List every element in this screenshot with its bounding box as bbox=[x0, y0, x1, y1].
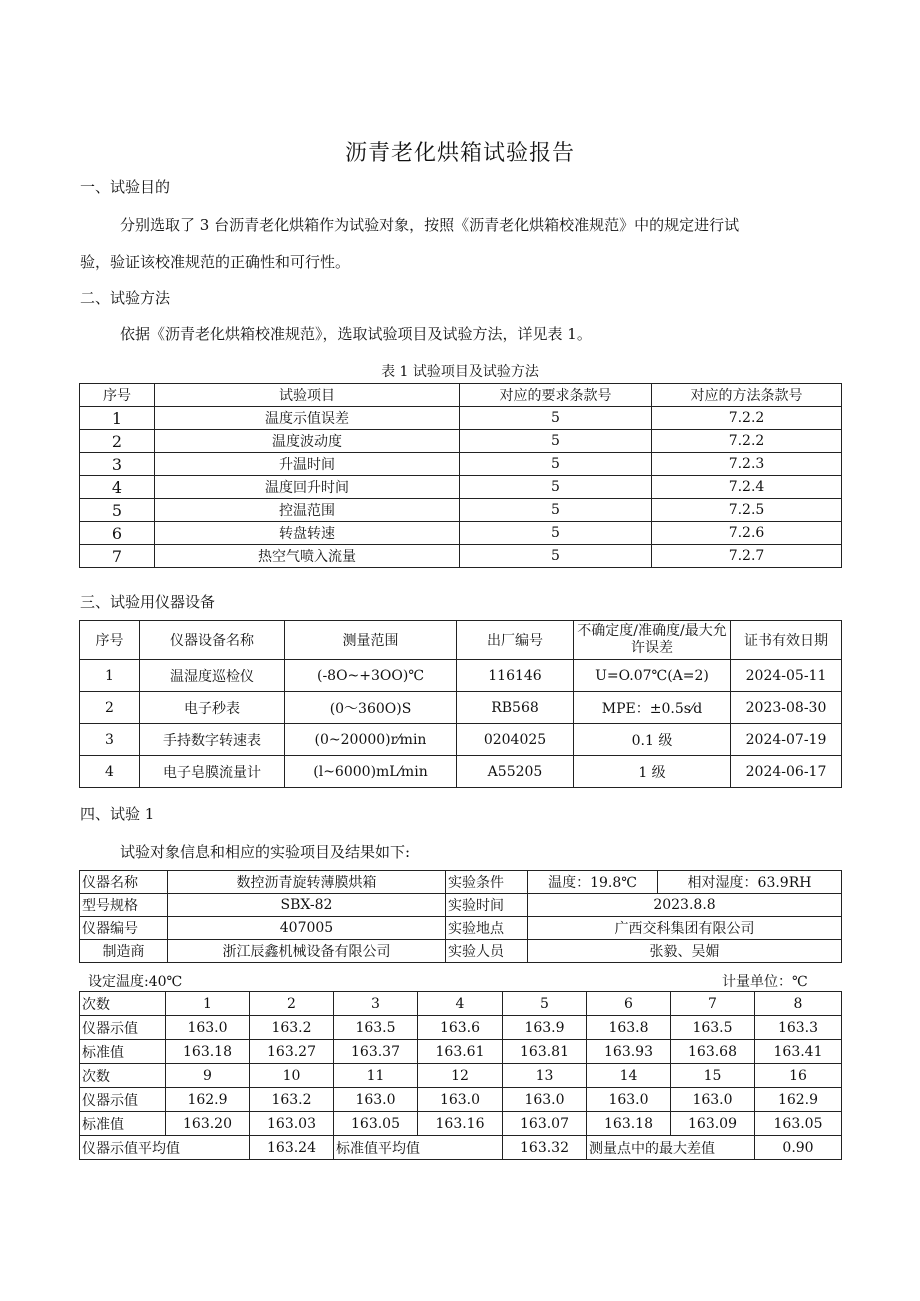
info-label: 实验地点 bbox=[446, 917, 528, 940]
summary-label: 仪器示值平均值 bbox=[80, 1136, 250, 1160]
info-value: 浙江辰鑫机械设备有限公司 bbox=[168, 940, 446, 963]
cell: 电子皂膜流量计 bbox=[140, 756, 285, 788]
cell: 7.2.5 bbox=[652, 499, 842, 522]
cell: 2024-06-17 bbox=[731, 756, 842, 788]
cell: 162.9 bbox=[755, 1088, 842, 1112]
cell: 163.0 bbox=[503, 1088, 587, 1112]
cell: 12 bbox=[418, 1064, 503, 1088]
cell: 热空气喷入流量 bbox=[155, 545, 460, 568]
cell: 温度回升时间 bbox=[155, 476, 460, 499]
cell: 163.03 bbox=[250, 1112, 334, 1136]
table-row bbox=[80, 545, 842, 568]
standard-row bbox=[80, 1040, 842, 1064]
cell: (0～360O)S bbox=[285, 692, 457, 724]
set-temperature: 设定温度:40℃ bbox=[88, 974, 183, 990]
cell: 13 bbox=[503, 1064, 587, 1088]
section-2-paragraph: 依据《沥青老化烘箱校准规范》，选取试验项目及试验方法，详见表 1。 bbox=[120, 325, 592, 343]
cell: 116146 bbox=[457, 660, 574, 692]
cell: 4 bbox=[80, 476, 155, 499]
section-3-heading: 三、试验用仪器设备 bbox=[80, 593, 216, 611]
cell: 5 bbox=[80, 499, 155, 522]
cell: RB568 bbox=[457, 692, 574, 724]
cell: 转盘转速 bbox=[155, 522, 460, 545]
summary-label: 标准值平均值 bbox=[334, 1136, 503, 1160]
header-cell: 证书有效日期 bbox=[731, 621, 842, 660]
cell: 5 bbox=[460, 522, 652, 545]
cell: 7.2.2 bbox=[652, 407, 842, 430]
cell: 7 bbox=[80, 545, 155, 568]
summary-label: 测量点中的最大差值 bbox=[587, 1136, 755, 1160]
info-row bbox=[80, 894, 842, 917]
table-row bbox=[80, 453, 842, 476]
cell: 3 bbox=[334, 992, 418, 1016]
info-value: 2023.8.8 bbox=[528, 894, 842, 917]
cell: 4 bbox=[80, 756, 140, 788]
cell: 163.93 bbox=[587, 1040, 671, 1064]
table-row bbox=[80, 499, 842, 522]
cell: 163.18 bbox=[166, 1040, 250, 1064]
cell: 163.81 bbox=[503, 1040, 587, 1064]
info-row bbox=[80, 940, 842, 963]
measurement-results-table bbox=[79, 991, 842, 1160]
cell: 5 bbox=[460, 499, 652, 522]
table-row bbox=[80, 692, 842, 724]
table-1-caption: 表 1 试验项目及试验方法 bbox=[381, 364, 539, 380]
cell: 升温时间 bbox=[155, 453, 460, 476]
cell: 163.61 bbox=[418, 1040, 503, 1064]
header-cell: 测量范围 bbox=[285, 621, 457, 660]
row-label: 仪器示值 bbox=[80, 1016, 166, 1040]
cell: 7.2.6 bbox=[652, 522, 842, 545]
section-2-heading: 二、试验方法 bbox=[80, 289, 171, 307]
table-row bbox=[80, 476, 842, 499]
cell: 163.18 bbox=[587, 1112, 671, 1136]
cell: 2 bbox=[80, 692, 140, 724]
cell: 5 bbox=[460, 545, 652, 568]
info-label: 型号规格 bbox=[80, 894, 168, 917]
info-label: 实验时间 bbox=[446, 894, 528, 917]
cell: 2024-05-11 bbox=[731, 660, 842, 692]
cell: 15 bbox=[671, 1064, 755, 1088]
table-row bbox=[80, 430, 842, 453]
info-value: SBX-82 bbox=[168, 894, 446, 917]
cell: 163.3 bbox=[755, 1016, 842, 1040]
cell: 7.2.3 bbox=[652, 453, 842, 476]
header-cell: 对应的方法条款号 bbox=[652, 384, 842, 407]
cell: 2024-07-19 bbox=[731, 724, 842, 756]
cell: 16 bbox=[755, 1064, 842, 1088]
test-items-table bbox=[79, 383, 842, 568]
info-label: 仪器编号 bbox=[80, 917, 168, 940]
cell: 8 bbox=[755, 992, 842, 1016]
cell: 163.20 bbox=[166, 1112, 250, 1136]
table-header-row bbox=[80, 384, 842, 407]
equipment-table bbox=[79, 620, 842, 788]
cell: 手持数字转速表 bbox=[140, 724, 285, 756]
info-row bbox=[80, 871, 842, 894]
cell: 163.5 bbox=[334, 1016, 418, 1040]
cell: 1 级 bbox=[574, 756, 731, 788]
info-value: 广西交科集团有限公司 bbox=[528, 917, 842, 940]
cell: 163.05 bbox=[334, 1112, 418, 1136]
cell: 6 bbox=[80, 522, 155, 545]
cell: 温度波动度 bbox=[155, 430, 460, 453]
section-4-heading: 四、试验 1 bbox=[80, 805, 155, 823]
cell: 5 bbox=[503, 992, 587, 1016]
row-label: 标准值 bbox=[80, 1112, 166, 1136]
cell: 7.2.7 bbox=[652, 545, 842, 568]
cell: (l~6000)mL⁄min bbox=[285, 756, 457, 788]
table-row bbox=[80, 660, 842, 692]
summary-value: 0.90 bbox=[755, 1136, 842, 1160]
cell: 163.41 bbox=[755, 1040, 842, 1064]
cell: 163.0 bbox=[334, 1088, 418, 1112]
cell: (0~20000)r⁄min bbox=[285, 724, 457, 756]
cell: 163.0 bbox=[166, 1016, 250, 1040]
cell: 0.1 级 bbox=[574, 724, 731, 756]
cell: 6 bbox=[587, 992, 671, 1016]
cell: 7.2.2 bbox=[652, 430, 842, 453]
instrument-info-table bbox=[79, 870, 842, 963]
table-row bbox=[80, 724, 842, 756]
cell: 163.07 bbox=[503, 1112, 587, 1136]
cell: 2 bbox=[80, 430, 155, 453]
table-row bbox=[80, 522, 842, 545]
header-cell: 试验项目 bbox=[155, 384, 460, 407]
cell: 电子秒表 bbox=[140, 692, 285, 724]
cell: 5 bbox=[460, 476, 652, 499]
measurement-unit: 计量单位：℃ bbox=[722, 974, 808, 990]
info-label: 仪器名称 bbox=[80, 871, 168, 894]
info-value: 相对湿度：63.9RH bbox=[658, 871, 842, 894]
section-1-paragraph-line-2: 验，验证该校准规范的正确性和可行性。 bbox=[80, 253, 351, 271]
cell: 控温范围 bbox=[155, 499, 460, 522]
info-row bbox=[80, 917, 842, 940]
cell: U=O.07℃(A=2) bbox=[574, 660, 731, 692]
header-cell: 序号 bbox=[80, 621, 140, 660]
cell: 163.0 bbox=[418, 1088, 503, 1112]
info-value: 张毅、吴媚 bbox=[528, 940, 842, 963]
summary-value: 163.24 bbox=[250, 1136, 334, 1160]
cell: 163.9 bbox=[503, 1016, 587, 1040]
summary-value: 163.32 bbox=[503, 1136, 587, 1160]
header-cell: 对应的要求条款号 bbox=[460, 384, 652, 407]
info-label: 实验人员 bbox=[446, 940, 528, 963]
cell: 163.5 bbox=[671, 1016, 755, 1040]
cell: 163.05 bbox=[755, 1112, 842, 1136]
page-title: 沥青老化烘箱试验报告 bbox=[344, 141, 575, 166]
section-4-intro: 试验对象信息和相应的实验项目及结果如下: bbox=[120, 843, 411, 861]
count-row bbox=[80, 992, 842, 1016]
row-label: 次数 bbox=[80, 992, 166, 1016]
row-label: 仪器示值 bbox=[80, 1088, 166, 1112]
cell: 162.9 bbox=[166, 1088, 250, 1112]
cell: 3 bbox=[80, 453, 155, 476]
cell: 温度示值误差 bbox=[155, 407, 460, 430]
info-label: 实验条件 bbox=[446, 871, 528, 894]
cell: 14 bbox=[587, 1064, 671, 1088]
header-cell: 仪器设备名称 bbox=[140, 621, 285, 660]
cell: 163.16 bbox=[418, 1112, 503, 1136]
info-value: 407005 bbox=[168, 917, 446, 940]
cell: 7.2.4 bbox=[652, 476, 842, 499]
cell: 4 bbox=[418, 992, 503, 1016]
info-label: 制造商 bbox=[80, 940, 168, 963]
cell: 163.27 bbox=[250, 1040, 334, 1064]
cell: 5 bbox=[460, 407, 652, 430]
cell: 163.2 bbox=[250, 1088, 334, 1112]
cell: A55205 bbox=[457, 756, 574, 788]
standard-row bbox=[80, 1112, 842, 1136]
cell: 163.8 bbox=[587, 1016, 671, 1040]
cell: 163.2 bbox=[250, 1016, 334, 1040]
cell: 5 bbox=[460, 453, 652, 476]
reading-row bbox=[80, 1088, 842, 1112]
section-1-heading: 一、试验目的 bbox=[80, 178, 171, 196]
cell: 11 bbox=[334, 1064, 418, 1088]
reading-row bbox=[80, 1016, 842, 1040]
cell: 温湿度巡检仪 bbox=[140, 660, 285, 692]
cell: 163.68 bbox=[671, 1040, 755, 1064]
cell: 2 bbox=[250, 992, 334, 1016]
header-cell: 不确定度/准确度/最大允许误差 bbox=[574, 621, 731, 660]
info-value: 数控沥青旋转薄膜烘箱 bbox=[168, 871, 446, 894]
row-label: 次数 bbox=[80, 1064, 166, 1088]
cell: 1 bbox=[80, 407, 155, 430]
cell: 163.0 bbox=[671, 1088, 755, 1112]
cell: 1 bbox=[80, 660, 140, 692]
cell: (-8O~+3OO)℃ bbox=[285, 660, 457, 692]
cell: 2023-08-30 bbox=[731, 692, 842, 724]
cell: 10 bbox=[250, 1064, 334, 1088]
cell: 5 bbox=[460, 430, 652, 453]
header-cell: 出厂编号 bbox=[457, 621, 574, 660]
cell: 1 bbox=[166, 992, 250, 1016]
count-row bbox=[80, 1064, 842, 1088]
cell: 9 bbox=[166, 1064, 250, 1088]
section-1-paragraph-line-1: 分别选取了 3 台沥青老化烘箱作为试验对象，按照《沥青老化烘箱校准规范》中的规定进行试 bbox=[120, 216, 740, 234]
cell: 0204025 bbox=[457, 724, 574, 756]
cell: 163.37 bbox=[334, 1040, 418, 1064]
cell: 163.6 bbox=[418, 1016, 503, 1040]
cell: 163.0 bbox=[587, 1088, 671, 1112]
table-row bbox=[80, 407, 842, 430]
header-cell: 序号 bbox=[80, 384, 155, 407]
cell: 3 bbox=[80, 724, 140, 756]
cell: 163.09 bbox=[671, 1112, 755, 1136]
cell: 7 bbox=[671, 992, 755, 1016]
cell: MPE：±0.5s⁄d bbox=[574, 692, 731, 724]
table-row bbox=[80, 756, 842, 788]
info-value: 温度：19.8℃ bbox=[528, 871, 658, 894]
row-label: 标准值 bbox=[80, 1040, 166, 1064]
summary-row bbox=[80, 1136, 842, 1160]
table-header-row bbox=[80, 621, 842, 660]
